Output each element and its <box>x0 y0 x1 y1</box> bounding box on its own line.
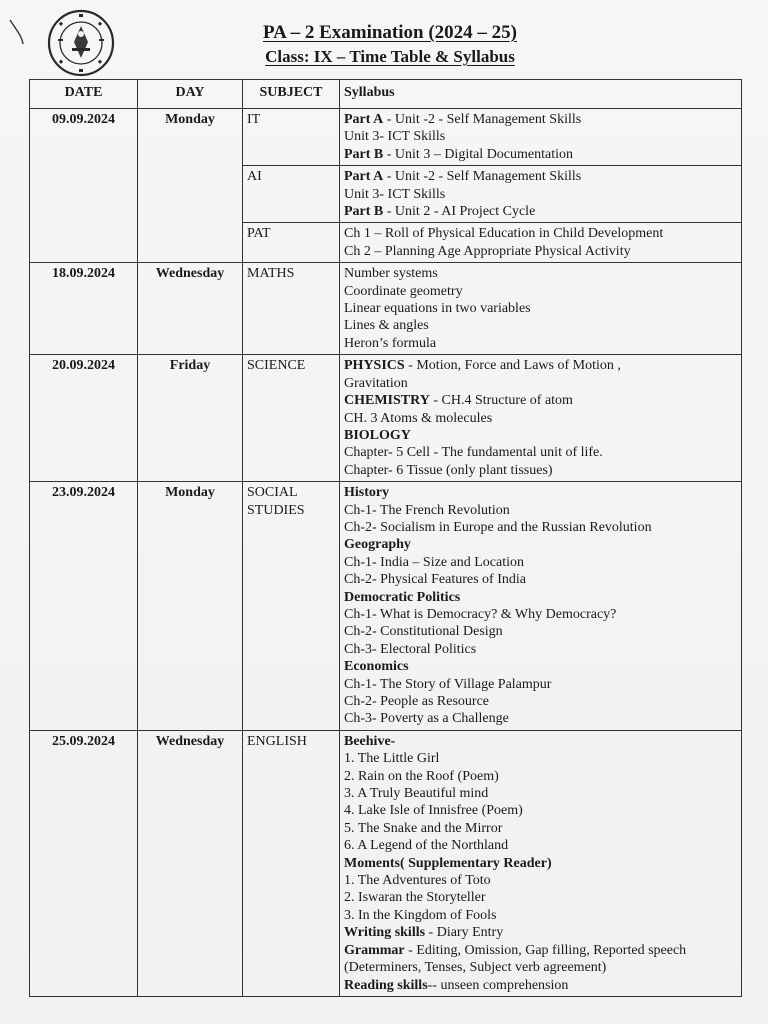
exam-subject: ENGLISH <box>243 730 340 996</box>
syllabus-line <box>344 357 737 374</box>
exam-date: 18.09.2024 <box>30 263 138 355</box>
column-header-syllabus: Syllabus <box>340 80 742 109</box>
syllabus-text: 1. The Adventures of Toto <box>344 873 491 889</box>
syllabus-section-heading: Moments( Supplementary Reader) <box>344 855 552 871</box>
syllabus-line <box>344 265 737 282</box>
syllabus-text: Ch-3- Electoral Politics <box>344 641 477 657</box>
syllabus-text: Gravitation <box>344 375 408 391</box>
syllabus-cell <box>340 263 742 355</box>
syllabus-line <box>344 658 737 675</box>
syllabus-line <box>344 820 737 837</box>
exam-date: 09.09.2024 <box>30 109 138 263</box>
syllabus-text: - Diary Entry <box>425 925 504 941</box>
exam-day: Wednesday <box>138 730 243 996</box>
syllabus-line <box>344 924 737 941</box>
syllabus-line <box>344 837 737 854</box>
column-header-subject: SUBJECT <box>243 80 340 109</box>
syllabus-line <box>344 335 737 352</box>
syllabus-line <box>344 392 737 409</box>
column-header-day: DAY <box>138 80 243 109</box>
syllabus-line <box>344 168 737 185</box>
syllabus-line <box>344 942 737 977</box>
syllabus-cell <box>340 482 742 731</box>
exam-subject: IT <box>243 109 340 166</box>
syllabus-text: - Editing, Omission, Gap filling, Reported speech (Determiners, Tenses, Subject verb agreement) <box>344 942 687 976</box>
syllabus-section-heading: Grammar <box>344 942 405 958</box>
syllabus-line <box>344 243 737 260</box>
syllabus-section-heading: Part B <box>344 204 384 220</box>
exam-day: Monday <box>138 109 243 263</box>
syllabus-line <box>344 768 737 785</box>
syllabus-text: 2. Iswaran the Storyteller <box>344 890 486 906</box>
syllabus-cell <box>340 730 742 996</box>
syllabus-text: Unit 3- ICT Skills <box>344 186 446 202</box>
syllabus-line <box>344 907 737 924</box>
syllabus-line <box>344 203 737 220</box>
syllabus-text: Heron’s formula <box>344 335 437 351</box>
syllabus-line <box>344 186 737 203</box>
syllabus-line <box>344 872 737 889</box>
syllabus-text: 4. Lake Isle of Innisfree (Poem) <box>344 803 523 819</box>
syllabus-text: Ch-1- The French Revolution <box>344 502 510 518</box>
syllabus-section-heading: Reading skills <box>344 977 428 993</box>
syllabus-line <box>344 641 737 658</box>
table-row <box>30 482 742 731</box>
exam-subject: SCIENCE <box>243 355 340 482</box>
syllabus-text: Ch-2- People as Resource <box>344 694 490 709</box>
syllabus-text: - Unit 2 - AI Project Cycle <box>383 204 536 220</box>
syllabus-text: CH. 3 Atoms & molecules <box>344 410 493 426</box>
syllabus-text: - Unit 3 – Digital Documentation <box>383 146 574 162</box>
syllabus-text: 1. The Little Girl <box>344 751 440 767</box>
table-header-row <box>30 80 742 109</box>
exam-day: Friday <box>138 355 243 482</box>
syllabus-text: Unit 3- ICT Skills <box>344 129 446 145</box>
syllabus-line <box>344 693 737 710</box>
column-header-date: DATE <box>30 80 138 109</box>
syllabus-line <box>344 146 737 163</box>
exam-date: 20.09.2024 <box>30 355 138 482</box>
syllabus-cell <box>340 223 742 263</box>
exam-date: 23.09.2024 <box>30 482 138 731</box>
syllabus-section-heading: Part A <box>344 112 384 127</box>
syllabus-text: Ch-1- What is Democracy? & Why Democracy? <box>344 606 617 622</box>
syllabus-line <box>344 623 737 640</box>
table-row <box>30 263 742 355</box>
syllabus-text: - CH.4 Structure of atom <box>429 393 573 409</box>
syllabus-text: -- unseen comprehension <box>427 977 569 993</box>
exam-subject: AI <box>243 166 340 223</box>
syllabus-line <box>344 710 737 727</box>
syllabus-line <box>344 128 737 145</box>
syllabus-text: Ch-1- The Story of Village Palampur <box>344 676 552 692</box>
syllabus-text: Linear equations in two variables <box>344 301 531 317</box>
syllabus-line <box>344 225 737 242</box>
exam-date: 25.09.2024 <box>30 730 138 996</box>
syllabus-text: 3. A Truly Beautiful mind <box>344 786 489 802</box>
syllabus-line <box>344 855 737 872</box>
syllabus-text: Ch-2- Socialism in Europe and the Russian Revolution <box>344 519 652 535</box>
syllabus-text: Ch-2- Physical Features of India <box>344 572 526 588</box>
syllabus-line <box>344 785 737 802</box>
syllabus-line <box>344 571 737 588</box>
syllabus-text: 2. Rain on the Roof (Poem) <box>344 768 499 784</box>
syllabus-line <box>344 502 737 519</box>
syllabus-line <box>344 733 737 750</box>
table-row <box>30 109 742 166</box>
syllabus-line <box>344 606 737 623</box>
syllabus-section-heading: PHYSICS <box>344 358 405 374</box>
syllabus-text: Chapter- 5 Cell - The fundamental unit of life. <box>344 445 603 461</box>
exam-subject: MATHS <box>243 263 340 355</box>
syllabus-text: Ch-3- Poverty as a Challenge <box>344 711 509 727</box>
syllabus-text: Ch 1 – Roll of Physical Education in Child Development <box>344 226 664 242</box>
syllabus-line <box>344 111 737 128</box>
exam-subtitle: Class: IX – Time Table & Syllabus <box>265 47 515 66</box>
syllabus-line <box>344 427 737 444</box>
syllabus-line <box>344 410 737 427</box>
syllabus-section-heading: Writing skills <box>344 925 426 941</box>
syllabus-text: Ch 2 – Planning Age Appropriate Physical Activity <box>344 243 631 259</box>
syllabus-text: Chapter- 6 Tissue (only plant tissues) <box>344 462 553 478</box>
syllabus-text: Coordinate geometry <box>344 283 463 299</box>
syllabus-line <box>344 300 737 317</box>
syllabus-section-heading: Part B <box>344 146 384 162</box>
syllabus-line <box>344 519 737 536</box>
syllabus-section-heading: Part A <box>344 169 384 185</box>
syllabus-text: 3. In the Kingdom of Fools <box>344 907 497 923</box>
syllabus-cell <box>340 355 742 482</box>
syllabus-text: 6. A Legend of the Northland <box>344 838 509 854</box>
exam-day: Monday <box>138 482 243 731</box>
syllabus-line <box>344 317 737 334</box>
syllabus-text: - Unit -2 - Self Management Skills <box>383 112 582 127</box>
syllabus-line <box>344 536 737 553</box>
syllabus-section-heading: Economics <box>344 659 409 675</box>
syllabus-text: Ch-1- India – Size and Location <box>344 554 525 570</box>
table-row <box>30 355 742 482</box>
syllabus-text: - Motion, Force and Laws of Motion , <box>404 358 621 374</box>
timetable <box>29 79 742 997</box>
exam-subject: PAT <box>243 223 340 263</box>
syllabus-line <box>344 589 737 606</box>
syllabus-section-heading: CHEMISTRY <box>344 393 430 409</box>
syllabus-section-heading: History <box>344 485 390 501</box>
syllabus-line <box>344 676 737 693</box>
syllabus-text: Ch-2- Constitutional Design <box>344 624 503 640</box>
syllabus-line <box>344 977 737 994</box>
syllabus-text: Number systems <box>344 266 438 282</box>
syllabus-line <box>344 283 737 300</box>
syllabus-section-heading: BIOLOGY <box>344 427 411 443</box>
exam-day: Wednesday <box>138 263 243 355</box>
syllabus-section-heading: Democratic Politics <box>344 589 461 605</box>
syllabus-cell <box>340 166 742 223</box>
syllabus-text: - Unit -2 - Self Management Skills <box>383 169 582 185</box>
syllabus-cell <box>340 109 742 166</box>
syllabus-text: 5. The Snake and the Mirror <box>344 820 503 836</box>
syllabus-line <box>344 802 737 819</box>
syllabus-line <box>344 462 737 479</box>
syllabus-line <box>344 484 737 501</box>
table-row <box>30 730 742 996</box>
syllabus-line <box>344 889 737 906</box>
syllabus-line <box>344 444 737 461</box>
syllabus-text: Lines & angles <box>344 318 429 334</box>
syllabus-line <box>344 375 737 392</box>
exam-title: PA – 2 Examination (2024 – 25) <box>262 22 518 43</box>
syllabus-line <box>344 750 737 767</box>
syllabus-section-heading: Geography <box>344 537 411 553</box>
exam-subject: SOCIAL STUDIES <box>243 482 340 731</box>
syllabus-line <box>344 554 737 571</box>
syllabus-section-heading: Beehive- <box>344 733 396 749</box>
